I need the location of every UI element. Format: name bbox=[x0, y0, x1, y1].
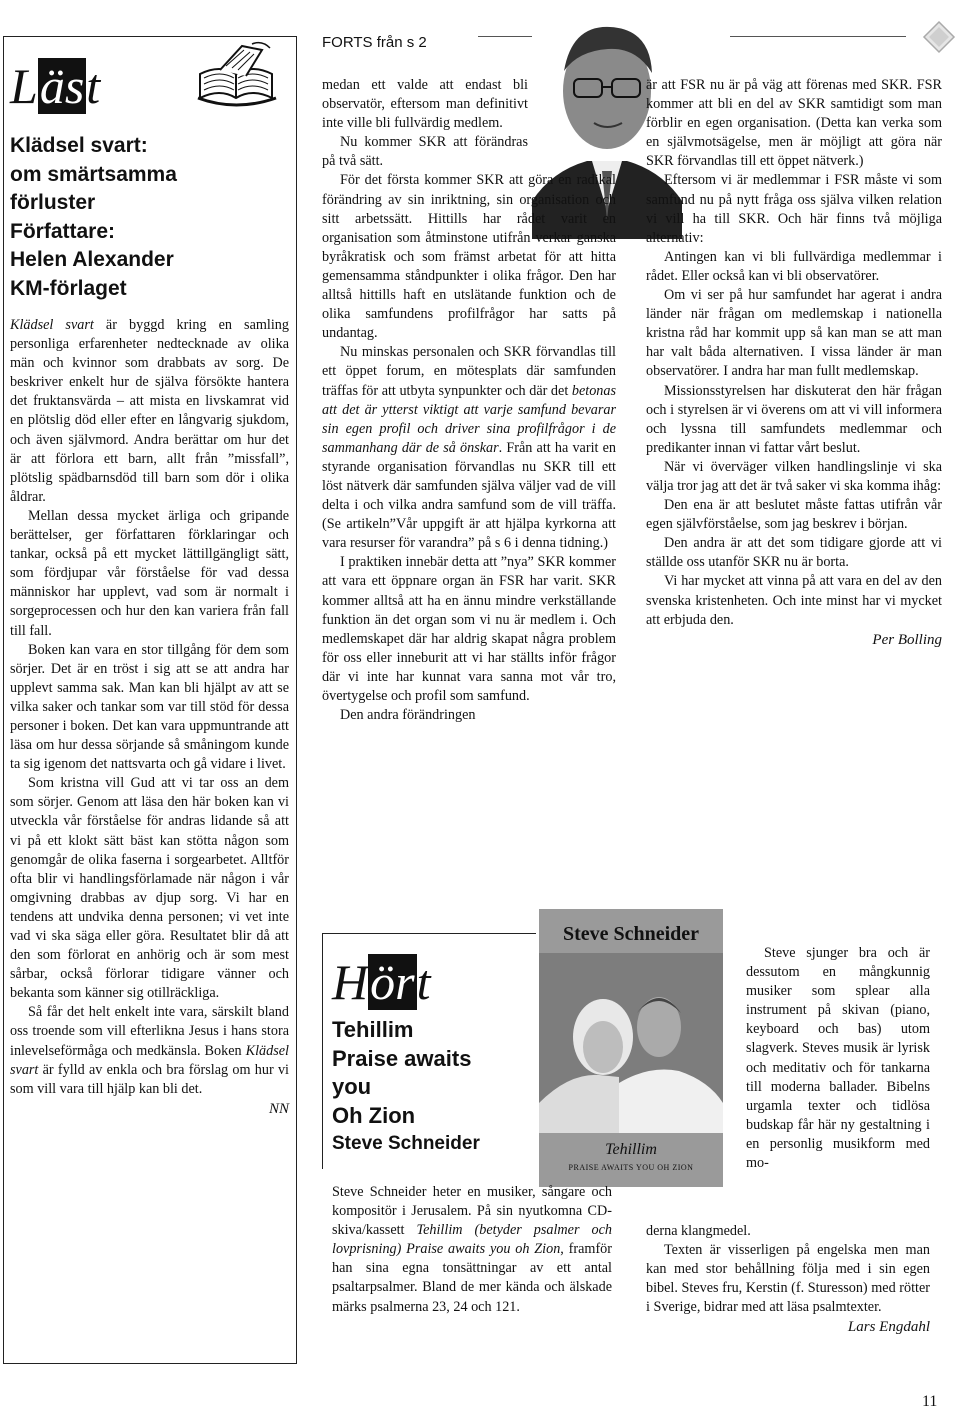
book-title-line: om smärtsamma bbox=[10, 162, 177, 186]
body-paragraph: Antingen kan vi bli fullvärdiga medlemmar i rådet. Eller också kan vi bli observatörer. bbox=[646, 248, 942, 284]
body-paragraph: Texten är visserligen på engelska men man kan med stor behållning följa med i sin egen bibel. Steves fru, Kerstin (f. Sturesson) med rötter i Sverige, bidrar med att läsa psalmtexter. bbox=[646, 1242, 930, 1316]
publisher-name: KM-förlaget bbox=[10, 276, 127, 300]
body-paragraph: Mellan dessa mycket ärliga och gripande berättelser, ger författaren förklaringar och tankar, också på ett mycket lättillgängligt sätt, som fördjupar vår förståelse för vad dessa människor har upplevt, vad som är normalt i sorgeprocessen och hur den kan variera från fall till fall. bbox=[10, 507, 289, 639]
main-article-column-2 bbox=[646, 76, 942, 650]
author-name: Helen Alexander bbox=[10, 248, 174, 271]
body-paragraph: Om vi ser på hur samfundet har agerat i andra länder när frågan om medlemskap i nationella kristna råd har kommit upp så kan man se att man har valt båda alternativen. I vissa länder är man observatörer. I andra har man fullt medlemskap. bbox=[646, 287, 942, 380]
hor-article-body bbox=[332, 1183, 612, 1317]
body-paragraph: I praktiken innebär detta att ”nya” SKR kommer att vara ett öppnare organ än FSR har varit. SKR kommer alltså att ha en ännu mindre verkställande funktion än det organ som vi nu är medlem i. Och medlemskapet där har aldrig skapat några problem för oss eller inneburit att vi har ställts inför frågor där vi inte har kunnat vara sanna mot vår tro, övertygelse och profil som samfund. bbox=[322, 554, 616, 704]
main-article-column-1 bbox=[322, 76, 616, 725]
cover-album: Tehillim bbox=[605, 1141, 657, 1158]
hor-title-block bbox=[332, 1016, 532, 1159]
page-number: 11 bbox=[922, 1393, 938, 1410]
cover-title: Steve Schneider bbox=[562, 923, 700, 945]
body-paragraph: Klädsel svart är byggd kring en samling personliga erfarenheter nedtecknade av olika män och kvinnor som drabbats av sorg. De beskriver enkelt hur de själva försökte hantera det fruktansvärda – att mista en livskamrat vid en plötslig död eller efter en långvarig sjukdom, och även självmord. Andra berättar om hur det är att förlora ett barn, allt från ”missfall”, plötslig spädbarnsdöd till barn som dör i olika åldrar. bbox=[10, 317, 289, 505]
cover-subtitle: PRAISE AWAITS YOU OH ZION bbox=[568, 1163, 694, 1172]
body-paragraph: Så får det helt enkelt inte vara, särskilt bland oss troende som vill efterlikna Jesus i hans stora inlevelseförmåga och medkänsla. Boken Klädsel svart är fylld av enkla och bra förslag om hur vi som vill vara till hjälp kan bli det. bbox=[10, 1004, 289, 1097]
artist-name: Steve Schneider bbox=[332, 1133, 480, 1154]
hor-article-body-right bbox=[746, 944, 930, 1173]
book-title-line: förluster bbox=[10, 191, 96, 214]
body-paragraph: är att FSR nu är på väg att förenas med SKR. FSR kommer att bli en del av SKR samtidigt som man förblir en egen organisation. (Detta kan verka som en självmotsägelse, men är möjligt att göra när SKR förvandlas till ett öppet nätverk.) bbox=[646, 77, 942, 170]
continued-label: FORTS från s 2 bbox=[322, 34, 427, 51]
section-heading-last: Läst bbox=[10, 58, 101, 114]
body-paragraph: Som kristna vill Gud att vi tar oss an dem som sörjer. Genom att läsa den här boken kan vi utveckla vår förståelse för andras lidande så att vi på ett klokt sätt bäst kan stötta någon som genomgår de olika faserna i sorgearbetet. Alltför ofta blir vi handlingsförlamade när någon i vår omgivning drabbas av djup sorg. Vi har en tendens att undvika denna personen; vi vet inte vad vi ska säga eller göra. Resultatet blir då att den som förlorat en anhörig och är som mest sårbar, också förlorar tidigare vänner och bekanta som känner sig otillräckliga. bbox=[10, 775, 289, 1002]
body-paragraph: För det första kommer SKR att göra en radikal förändring av sin inriktning, sin organisation och sitt arbetssätt. Hittills har rådet varit en organisation som åtminstone utifrån verkar ganska byråkratisk och som främst arbetat för att hitta gemensamma ståndpunkter i olika frågor. Den har alltså hittills haft en utslätande funktion och de olika samfundens profilfrågor har satts på undantag. bbox=[322, 172, 616, 342]
album-title-line: Praise awaits bbox=[332, 1045, 472, 1071]
body-paragraph: Missionsstyrelsen har diskuterat den här frågan och i styrelsen är vi överens om att vi vill informera och lyssna till samfundets medlemmar och predikanter innan vi fattar vårt beslut. bbox=[646, 382, 942, 456]
album-title-line: Tehillim bbox=[332, 1017, 414, 1042]
body-paragraph: Eftersom vi är medlemmar i FSR måste vi som samfund nu på nytt fråga oss själva vilken relation vi vill ha till SKR. Och här finns två möjliga alternativ: bbox=[646, 172, 942, 246]
album-title-line: you bbox=[332, 1074, 372, 1099]
left-title-block bbox=[10, 132, 290, 303]
body-paragraph: Den ena är att beslutet måste fattas utifrån vår egen självförståelse, som jag beskrev i början. bbox=[646, 497, 942, 533]
header-rule bbox=[730, 36, 906, 37]
cover-photo bbox=[539, 953, 723, 1133]
left-article-body bbox=[10, 316, 289, 1119]
hor-article-body-right-tail bbox=[646, 1222, 930, 1337]
album-cover bbox=[539, 909, 723, 1187]
section-heading-hort: Hört bbox=[332, 954, 431, 1010]
body-paragraph: derna klangmedel. bbox=[646, 1223, 751, 1239]
book-title-line: Klädsel svart: bbox=[10, 134, 148, 157]
author-label: Författare: bbox=[10, 219, 116, 243]
body-paragraph: medan ett valde att endast bli observatör, eftersom man definitivt inte ville bli fullvärdig medlem. bbox=[322, 77, 528, 132]
body-paragraph: Den andra förändringen bbox=[340, 707, 476, 724]
body-paragraph: Boken kan vara en stor tillgång för dem som sörjer. Det är en tröst i sig att se att andra har upplevt samma sak. Man kan bli hjälpt av att se vilka saker och tankar som var till stöd för dessa personer i boken. Det kan vara uppmuntrande att läsa om hur dessa sörjande så småningom kunde ta sig igenom det nattsvarta och gå vidare i livet. bbox=[10, 641, 289, 773]
body-paragraph: Nu kommer SKR att förändras på två sätt. bbox=[322, 134, 528, 170]
signature: Per Bolling bbox=[872, 631, 942, 648]
body-paragraph: Den andra är att det som tidigare gjorde att vi ställde oss utanför SKR nu är borta. bbox=[646, 535, 942, 571]
signature: NN bbox=[268, 1100, 289, 1117]
body-paragraph: Vi har mycket att vinna på att vara en del av den svenska kristenheten. Och inte minst har vi mycket att erbjuda den. bbox=[646, 573, 942, 628]
diamond-icon bbox=[922, 20, 956, 54]
signature: Lars Engdahl bbox=[847, 1319, 930, 1336]
album-title-line: Oh Zion bbox=[332, 1102, 416, 1128]
body-paragraph: Nu minskas personalen och SKR förvandlas till ett öppet forum, en mötesplats där samfunden träffas för att utbyta synpunkter och där det betonas att det är ytterst viktigt att varje samfund bevarar sin egen profil och driver sina profilfrågor i de sammanhang där de så önskar. Från att ha varit en styrande organisation förvandlas nu SKR till ett löst nätverk där samfunden själva väljer vad de vill delta i och vilka andra samfund som de vill träffa. (Se artikeln”Vår uppgift är att hjälpa kyrkorna att vara resurser för varandra” på s 6 i denna tidning.) bbox=[322, 344, 617, 552]
open-book-icon bbox=[190, 40, 282, 110]
body-paragraph: Steve Schneider heter en musiker, sångare och kompositör i Jerusalem. På sin nyutkomna CD-skiva/kassett Tehillim (betyder psalmer och lovprisning) Praise awaits you oh Zion, framför han sina egna tonsättningar av ett antal psaltarpsalmer. Bland de mer kända och älskade märks psalmerna 23, 24 och 121. bbox=[332, 1184, 612, 1315]
body-paragraph: Steve sjunger bra och är dessutom en mångkunnig musiker som splear alla instrument på skivan (piano, keyboard och bas) utom slagverk. Steves musik är lyrisk och meditativ och för tankarna till moderna ballader. Bibelns urgamla texter och tidlösa budskap får här ny gestaltning i en personlig musikform med mo- bbox=[746, 945, 930, 1172]
body-paragraph: När vi överväger vilken handlingslinje vi ska välja tror jag att det är två saker vi ska komma ihåg: bbox=[646, 458, 942, 494]
